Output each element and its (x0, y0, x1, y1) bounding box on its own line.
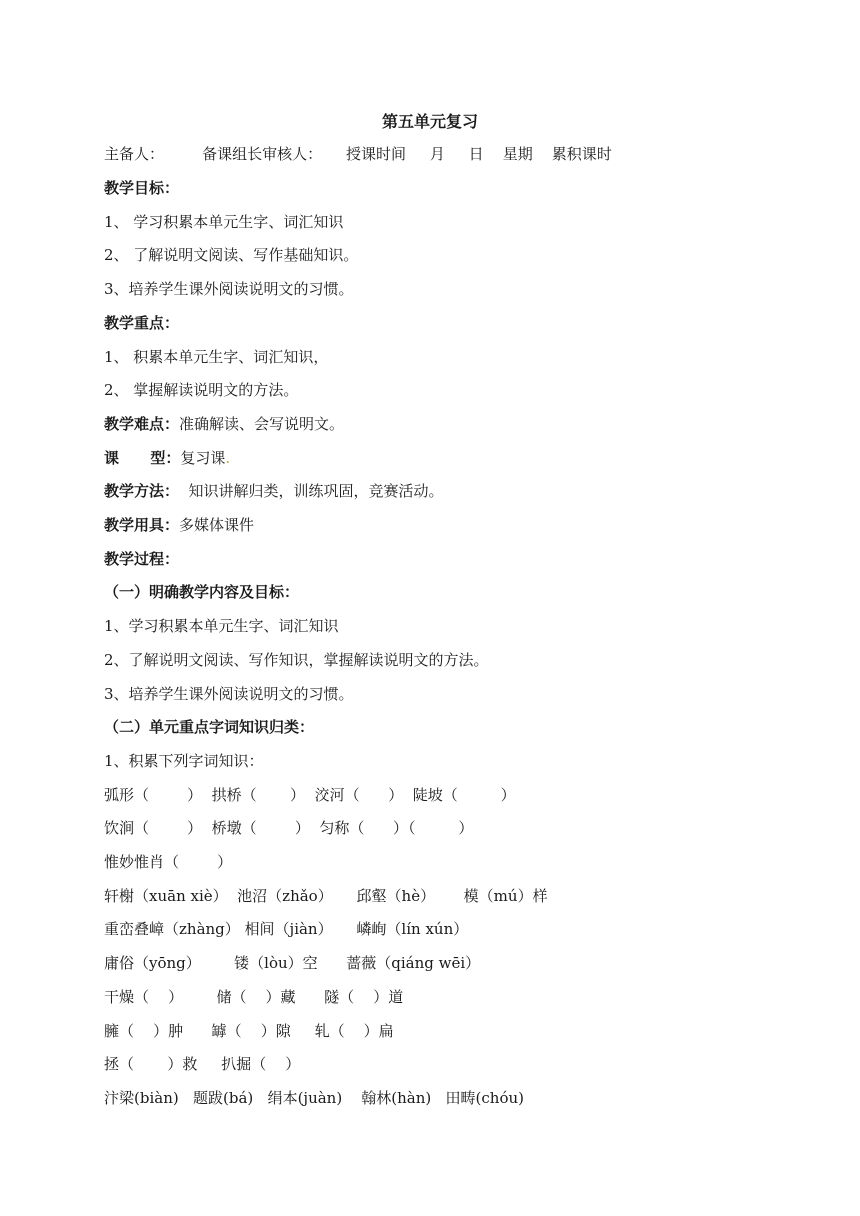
line-text: 拯（ ）救 扒掘（ ） (104, 1055, 301, 1073)
text-line (104, 212, 343, 232)
line-text: 轩榭（xuān xiè） 池沼（zhǎo） 邱壑（hè） 模（mú）样 (104, 887, 548, 905)
text-line (104, 448, 230, 468)
line-text: 2、了解说明文阅读、写作知识，掌握解读说明文的方法。 (104, 651, 489, 669)
line-text: 饮涧（ ） 桥墩（ ） 匀称（ ）（ ） (104, 819, 474, 837)
text-line (104, 582, 299, 602)
line-text: 1、 积累本单元生字、词汇知识， (104, 348, 329, 366)
text-line (104, 245, 358, 265)
section-heading: （二）单元重点字词知识归类： (104, 718, 315, 736)
line-text: 1、 学习积累本单元生字、词汇知识 (104, 213, 344, 231)
field-label: 课 型： (104, 449, 181, 467)
line-text: 1、积累下列字词知识： (104, 752, 264, 770)
text-line (104, 717, 314, 737)
text-line (104, 987, 403, 1007)
text-line (104, 481, 444, 501)
text-line (104, 1054, 300, 1074)
document-title: 第五单元复习 (381, 112, 478, 131)
line-text: 多媒体课件 (179, 516, 255, 534)
line-text: 臃（ ）肿 罅（ ）隙 轧（ ）扁 (104, 1022, 394, 1040)
text-line (104, 178, 179, 198)
line-text: 2、 掌握解读说明文的方法。 (104, 381, 299, 399)
text-line (104, 279, 354, 299)
text-line (104, 313, 179, 333)
field-label: 教学用具： (104, 516, 180, 534)
text-line (104, 1021, 394, 1041)
text-line (104, 751, 264, 771)
line-text: 庸俗（yōng） 镂（lòu）空 蔷薇（qiáng wēi） (104, 954, 481, 972)
line-text: 3、培养学生课外阅读说明文的习惯。 (104, 685, 354, 703)
field-label: 教学难点： (104, 415, 180, 433)
text-line (104, 549, 179, 569)
text-line (104, 1088, 524, 1108)
line-text: 1、学习积累本单元生字、词汇知识 (104, 617, 339, 635)
text-line (104, 347, 328, 367)
stray-mark: . (225, 449, 231, 467)
text-line (104, 616, 339, 636)
line-text: 重峦叠嶂（zhàng） 相间（jiàn） 嶙峋（lín xún） (104, 920, 469, 938)
line-text: 3、培养学生课外阅读说明文的习惯。 (104, 280, 354, 298)
line-text: 准确解读、会写说明文。 (179, 415, 345, 433)
text-line (104, 886, 548, 906)
text-line (104, 515, 254, 535)
text-line (104, 380, 298, 400)
text-line (104, 650, 489, 670)
line-text: 复习课 (180, 449, 226, 467)
field-label: 教学方法： (104, 482, 180, 500)
line-text: 2、 了解说明文阅读、写作基础知识。 (104, 246, 359, 264)
line-text: 惟妙惟肖（ ） (104, 853, 233, 871)
section-heading: （一）明确教学内容及目标： (104, 583, 300, 601)
text-line (104, 852, 232, 872)
text-line (104, 684, 354, 704)
text-line (104, 919, 468, 939)
line-text: 知识讲解归类，训练巩固，竞赛活动。 (179, 482, 444, 500)
section-heading: 教学过程： (104, 550, 180, 568)
text-line (104, 953, 480, 973)
text-line (104, 818, 473, 838)
section-heading: 教学重点： (104, 314, 180, 332)
line-text: 干燥（ ） 储（ ）藏 隧（ ）道 (104, 988, 404, 1006)
section-heading: 教学目标： (104, 179, 180, 197)
line-text: 弧形（ ） 拱桥（ ） 洨河（ ） 陡坡（ ） (104, 786, 516, 804)
text-line (104, 785, 516, 805)
line-text: 汴梁(biàn) 题跋(bá) 绢本(juàn) 翰林(hàn) 田畴(chóu) (104, 1089, 524, 1107)
text-line (104, 414, 344, 434)
lesson-meta: 主备人： 备课组长审核人： 授课时间 月 日 星期 累积课时 (104, 145, 612, 163)
